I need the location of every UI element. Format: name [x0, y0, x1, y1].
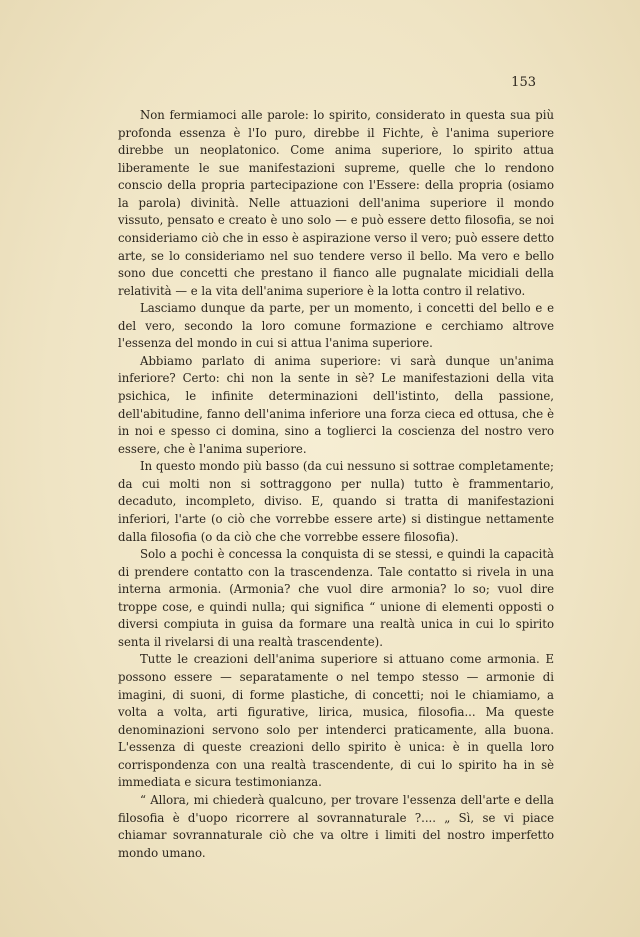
- paragraph: Lasciamo dunque da parte, per un momento, i concetti del bello e e del vero, secondo la loro comune formazione e cerchiamo altrove l'essenza del mondo in cui si attua l'anima superiore.: [118, 301, 554, 351]
- body-text: [118, 107, 554, 862]
- paragraph: Non fermiamoci alle parole: lo spirito, considerato in questa sua più profonda essenza è l'Io puro, direbbe il Fichte, è l'anima superiore direbbe un neoplatonico. Come anima superiore, lo spirito attua liberamente le sue manifestazioni supreme, quelle che lo rendono conscio della propria partecipazione con l'Essere: della propria (osiamo la parola) divinità. Nelle attuazioni dell'anima superiore il mondo vissuto, pensato e creato è uno solo — e può essere detto filosofia, se noi consideriamo ciò che in esso è aspirazione verso il vero; può essere detto arte, se lo consideriamo nel suo tendere verso il bello. Ma vero e bello sono due concetti che prestano il fianco alle pugnalate micidiali della relatività — e la vita dell'anima superiore è la lotta contro il relativo.: [118, 108, 554, 298]
- page-number: 153: [511, 75, 536, 90]
- paragraph: Tutte le creazioni dell'anima superiore si attuano come armonia. E possono essere — separatamente o nel tempo stesso — armonie di imagini, di suoni, di forme plastiche, di concetti; noi le chiamiamo, a volta a volta, arti figurative, lirica, musica, filosofia... Ma queste denominazioni servono solo per intenderci praticamente, alla buona. L'essenza di queste creazioni dello spirito è unica: è in quella loro corrispondenza con una realtà trascendente, di cui lo spirito ha in sè immediata e sicura testimonianza.: [118, 652, 554, 790]
- paragraph: Solo a pochi è concessa la conquista di se stessi, e quindi la capacità di prendere contatto con la trascendenza. Tale contatto si rivela in una interna armonia. (Armonia? che vuol dire armonia? lo so; vuol dire troppe cose, e quindi nulla; qui significa “ unione di elementi opposti o diversi compiuta in guisa da formare una realtà unica in cui lo spirito senta il rivelarsi di una realtà trascendente).: [118, 547, 554, 649]
- paragraph: Abbiamo parlato di anima superiore: vi sarà dunque un'anima inferiore? Certo: chi non la sente in sè? Le manifestazioni della vita psichica, le infinite determinazioni dell'istinto, della passione, dell'abitudine, fanno dell'anima inferiore una forza cieca ed ottusa, che è in noi e spesso ci domina, sino a toglierci la coscienza del nostro vero essere, che è l'anima superiore.: [118, 353, 554, 456]
- paragraph: In questo mondo più basso (da cui nessuno si sottrae completamente; da cui molti non si sottraggono per nulla) tutto è frammentario, decaduto, incompleto, diviso. E, quando si tratta di manifestazioni inferiori, l'arte (o ciò che vorrebbe essere arte) si distingue nettamente dalla filosofia (o da ciò che che vorrebbe essere filosofia).: [118, 459, 554, 544]
- paragraph: “ Allora, mi chiederà qualcuno, per trovare l'essenza dell'arte e della filosofia è d'uopo ricorrere al sovrannaturale ?.... „ Sì, se vi piace chiamar sovrannaturale ciò che va oltre i limiti del nostro imperfetto mondo umano.: [118, 792, 554, 860]
